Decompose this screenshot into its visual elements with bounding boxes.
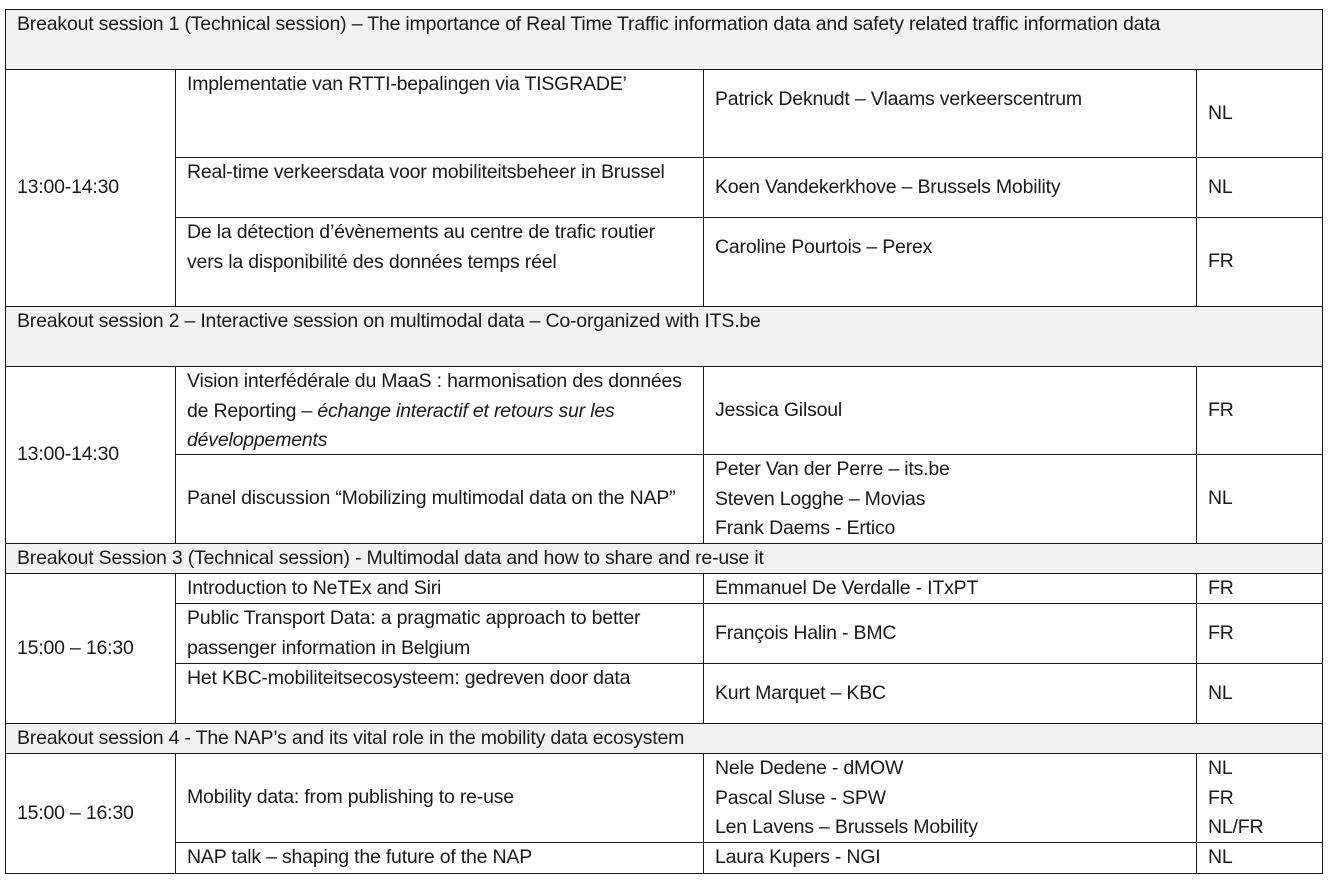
time-text: 15:00 – 16:30 — [17, 636, 134, 659]
session-header: Breakout session 1 (Technical session) – The importance of Real Time Traffic information data and safety related traffic information data — [5, 9, 1323, 70]
session-time — [5, 366, 176, 544]
session-header: Breakout session 2 – Interactive session on multimodal data – Co-organized with ITS.be — [5, 306, 1323, 367]
agenda-table — [5, 9, 1323, 874]
session-time — [5, 69, 176, 307]
talk-title: Implementatie van RTTI-bepalingen via TISGRADE’ — [175, 69, 704, 158]
talk-speaker — [703, 454, 1197, 544]
language-text: FR — [1208, 621, 1234, 644]
speaker-text: Koen Vandekerkhove – Brussels Mobility — [715, 175, 1061, 198]
speaker-text: Kurt Marquet – KBC — [715, 681, 886, 704]
language-text: NL/FR — [1208, 816, 1264, 838]
talk-title: Public Transport Data: a pragmatic approach to better passenger information in Belgium — [175, 603, 704, 664]
talk-title: De la détection d’évènements au centre de trafic routier vers la disponibilité des données temps réel — [175, 217, 704, 307]
talk-speaker — [703, 157, 1197, 218]
talk-title: Introduction to NeTEx and Siri — [175, 573, 704, 604]
talk-language — [1196, 663, 1323, 724]
speaker-text: François Halin - BMC — [715, 621, 897, 644]
time-text: 13:00-14:30 — [17, 443, 119, 466]
time-text: 15:00 – 16:30 — [17, 801, 134, 824]
talk-speaker — [703, 366, 1197, 455]
talk-language: NL — [1196, 842, 1323, 874]
session-time — [5, 573, 176, 724]
session-time — [5, 753, 176, 874]
language-text: FR — [1208, 250, 1234, 273]
talk-language — [1196, 366, 1323, 455]
talk-speaker — [703, 753, 1197, 843]
talk-language — [1196, 603, 1323, 664]
talk-title-text: Panel discussion “Mobilizing multimodal data on the NAP” — [187, 487, 676, 510]
speaker-text: Nele Dedene - dMOW — [715, 757, 904, 779]
speaker-text: Peter Van der Perre – its.be — [715, 458, 950, 480]
talk-title: NAP talk – shaping the future of the NAP — [175, 842, 704, 874]
talk-language — [1196, 69, 1323, 158]
talk-title-italic: échange interactif et retours sur les développements — [187, 399, 615, 451]
time-text: 13:00-14:30 — [17, 176, 119, 199]
language-text: NL — [1208, 175, 1233, 198]
talk-speaker — [703, 663, 1197, 724]
language-text: FR — [1208, 398, 1234, 421]
language-text: NL — [1208, 757, 1233, 779]
language-text: NL — [1208, 101, 1233, 124]
talk-language: FR — [1196, 573, 1323, 604]
talk-language — [1196, 753, 1323, 843]
speaker-text: Steven Logghe – Movias — [715, 487, 926, 510]
speaker-text: Frank Daems - Ertico — [715, 517, 896, 539]
talk-speaker: Caroline Pourtois – Perex — [703, 217, 1197, 307]
talk-language — [1196, 217, 1323, 307]
talk-title-text: Mobility data: from publishing to re-use — [187, 786, 514, 809]
talk-title — [175, 366, 704, 455]
talk-title: Real-time verkeersdata voor mobiliteitsbeheer in Brussel — [175, 157, 704, 218]
talk-speaker: Patrick Deknudt – Vlaams verkeerscentrum — [703, 69, 1197, 158]
session-header: Breakout Session 3 (Technical session) - Multimodal data and how to share and re-use it — [5, 543, 1323, 574]
speaker-text: Len Lavens – Brussels Mobility — [715, 816, 978, 838]
talk-title: Het KBC-mobiliteitsecosysteem: gedreven door data — [175, 663, 704, 724]
language-text: FR — [1208, 786, 1234, 809]
talk-speaker — [703, 603, 1197, 664]
talk-speaker: Emmanuel De Verdalle - ITxPT — [703, 573, 1197, 604]
language-text: NL — [1208, 487, 1233, 510]
talk-language — [1196, 454, 1323, 544]
talk-title — [175, 753, 704, 843]
session-header: Breakout session 4 - The NAP’s and its vital role in the mobility data ecosystem — [5, 723, 1323, 754]
speaker-text: Jessica Gilsoul — [715, 398, 843, 421]
talk-title — [175, 454, 704, 544]
talk-language — [1196, 157, 1323, 218]
speaker-text: Pascal Sluse - SPW — [715, 786, 886, 809]
language-text: NL — [1208, 681, 1233, 704]
talk-speaker: Laura Kupers - NGI — [703, 842, 1197, 874]
talk-title-text: Vision interfédérale du MaaS : harmonisation des données de Reporting – — [187, 370, 682, 422]
